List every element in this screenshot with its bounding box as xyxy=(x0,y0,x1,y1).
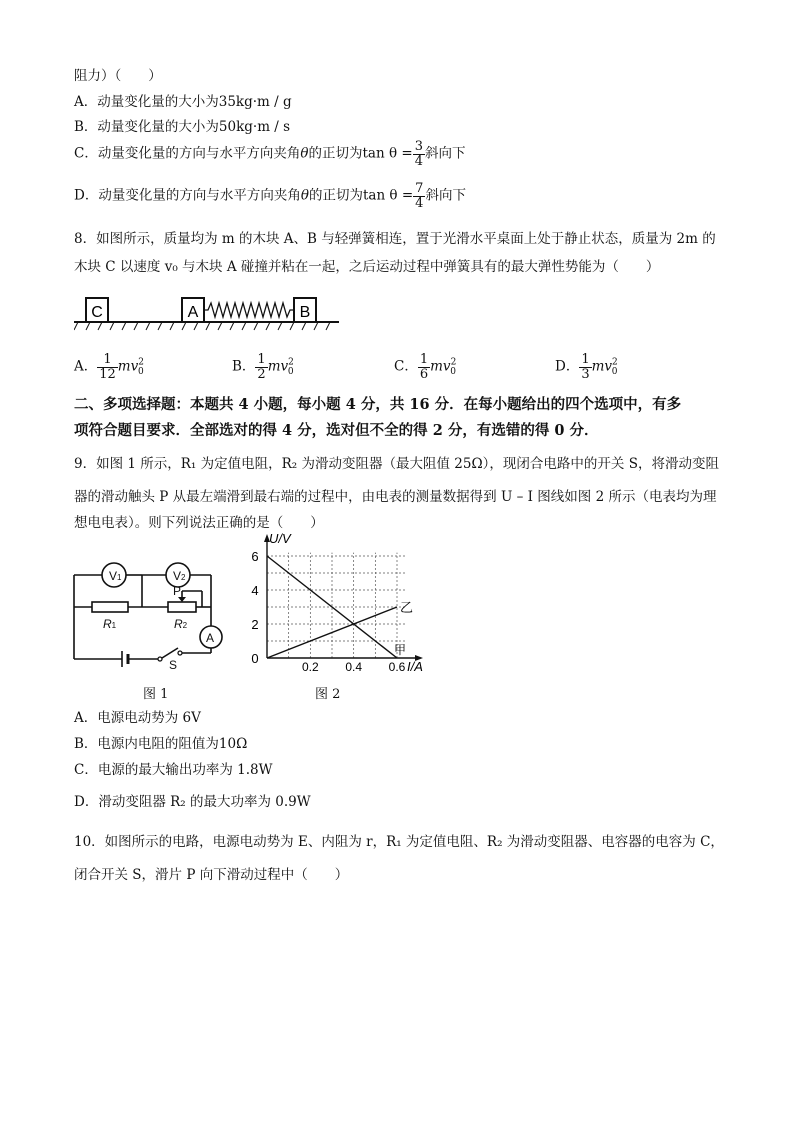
q7-d-fraction: $\frac{7}{4}$ xyxy=(415,181,424,211)
svg-text:R1: R1 xyxy=(103,617,117,631)
fig1-caption: 图 1 xyxy=(143,687,169,702)
q9-option-a: A．电源电动势为 6V xyxy=(74,710,201,726)
q7-option-d: D．动量变化量的方向与水平方向夹角θ的正切为tan θ = $\frac{7}{4}$ 斜向下 xyxy=(74,181,466,211)
section2-line1: 二、多项选择题：本题共 4 小题，每小题 4 分，共 16 分．在每小题给出的四个选项中，有多 xyxy=(74,396,682,413)
svg-text:A: A xyxy=(206,631,215,645)
x-tick-label: 0.4 xyxy=(345,660,363,674)
y-tick-label: 4 xyxy=(251,583,259,598)
svg-text:V1: V1 xyxy=(109,569,122,583)
q7-c-fraction: $\frac{3}{4}$ xyxy=(414,139,423,169)
y-tick-label: 2 xyxy=(251,617,259,632)
q8-option-d: D． $\frac{1}{3}$ $mv^2_0$ xyxy=(555,352,618,382)
q9-option-d: D．滑动变阻器 R₂ 的最大功率为 0.9W xyxy=(74,794,311,810)
series-line-1 xyxy=(267,607,397,658)
q10-line1: 10．如图所示的电路，电源电动势为 E、内阻为 r，R₁ 为定值电阻、R₂ 为滑动变阻器、电容器的电容为 C， xyxy=(74,834,724,850)
q8-line1: 8．如图所示，质量均为 m 的木块 A、B 与轻弹簧相连，置于光滑水平桌面上处于静止状态，质量为 2m 的 xyxy=(74,231,716,247)
y-tick-label: 6 xyxy=(251,549,259,564)
y-axis-label: U/V xyxy=(269,531,291,546)
q8-option-b: B． $\frac{1}{2}$ $mv^2_0$ xyxy=(232,352,294,382)
spring xyxy=(204,303,294,317)
svg-text:R2: R2 xyxy=(174,617,188,631)
q7-tail: 阻力）（ ） xyxy=(74,68,162,84)
q9-line3: 想电电表）。则下列说法正确的是（ ） xyxy=(74,515,324,531)
block-a-label: A xyxy=(187,304,199,321)
q9-line1: 9．如图 1 所示，R₁ 为定值电阻，R₂ 为滑动变阻器（最大阻值 25Ω），现闭合电路中的开关 S，将滑动变阻 xyxy=(74,456,719,472)
q8-line2: 木块 C 以速度 v₀ 与木块 A 碰撞并粘在一起，之后运动过程中弹簧具有的最大弹性势能为（ ） xyxy=(74,259,660,275)
block-b-label: B xyxy=(299,304,311,321)
resistor-r1 xyxy=(92,602,128,612)
q9-line2: 器的滑动触头 P 从最左端滑到最右端的过程中，由电表的测量数据得到 U – I 图线如图 2 所示（电表均为理 xyxy=(74,489,717,505)
svg-text:P: P xyxy=(173,584,182,598)
q8-option-c: C． $\frac{1}{6}$ $mv^2_0$ xyxy=(394,352,457,382)
q8-option-a: A． $\frac{1}{12}$ $mv^2_0$ xyxy=(74,352,144,382)
q9-option-b: B．电源内电阻的阻值为10Ω xyxy=(74,736,248,752)
series-label-yi: 乙 xyxy=(400,600,414,615)
ui-chart xyxy=(245,530,430,675)
q10-line2: 闭合开关 S，滑片 P 向下滑动过程中（ ） xyxy=(74,867,349,883)
block-c-label: C xyxy=(91,304,103,321)
x-tick-label: 0.2 xyxy=(301,660,319,674)
y-tick-label: 0 xyxy=(251,651,259,666)
q7-option-a: A．动量变化量的大小为35kg·m / g xyxy=(74,94,292,110)
svg-text:S: S xyxy=(169,658,178,672)
series-line-2 xyxy=(267,556,397,658)
series-label-jia: 甲 xyxy=(394,642,407,657)
x-tick-label: 0.6 xyxy=(388,660,406,674)
resistor-r2 xyxy=(168,602,196,612)
svg-text:V2: V2 xyxy=(173,569,186,583)
fig2-caption: 图 2 xyxy=(315,687,341,702)
section2-line2: 项符合题目要求．全部选对的得 4 分，选对但不全的得 2 分，有选错的得 0 分． xyxy=(74,422,599,439)
x-axis-label: I/A xyxy=(407,659,423,674)
q9-option-c: C．电源的最大输出功率为 1.8W xyxy=(74,762,273,778)
q7-option-b: B．动量变化量的大小为50kg·m / s xyxy=(74,119,291,135)
switch-s xyxy=(162,648,178,658)
circuit-figure-1 xyxy=(70,555,230,675)
q8-figure xyxy=(74,288,339,333)
q7-option-c: C．动量变化量的方向与水平方向夹角θ的正切为tan θ = $\frac{3}{4}$ 斜向下 xyxy=(74,139,466,169)
